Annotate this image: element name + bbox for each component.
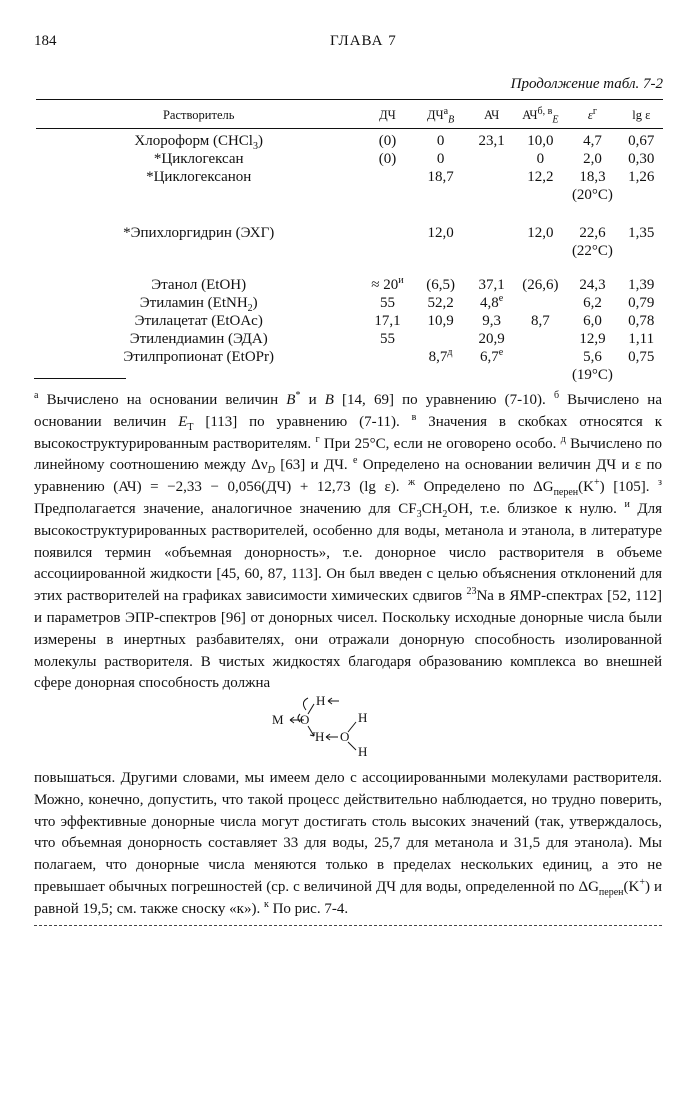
footnote-rule xyxy=(34,378,126,379)
table-header-row xyxy=(36,104,663,126)
header-dn: ДЧ xyxy=(379,107,396,122)
header-an: АЧ xyxy=(483,107,500,122)
continuation-paragraph: повышаться. Другими словами, мы имеем дело с ассоциированными молекулами растворителя. Можно, конечно, допустить, что такой процесс действительно наблюдается, но трудно поверить, что эффективные донорные числа могут достигать столь высоких значений (так, утверждалось, что объемная донорность составляет 33 для воды, 25,7 для метанола и 31,5 для этанола). Мы полагаем, что донорные числа меняются только в пределах нескольких единиц, а это не превышает обычных погрешностей (ср. с величиной ДЧ для воды, определенной по $\Delta G_{перен}(K^+)$ и равной 19,5; см. также сноску «к»). $^к$ По рис. 7-4. xyxy=(34,770,662,917)
solvent-table xyxy=(36,104,663,384)
table-row: *Циклогексан (0) 0 0 2,0 0,30 xyxy=(153,151,655,167)
table-row: *Циклогексанон 18,7 12,2 18,3 (20°C) 1,26 xyxy=(146,169,655,203)
table-row: Этилацетат (EtOAc) 17,1 10,9 9,3 8,7 6,0 0,78 xyxy=(134,313,655,329)
page-number: 184 xyxy=(34,33,57,49)
header-solvent: Растворитель xyxy=(162,107,235,122)
structure-atom-O: O xyxy=(340,729,350,744)
structure-atom-O: O xyxy=(300,712,310,727)
table-row: Этилпропионат (EtOPr) $8,7^д$ $6,7^е$ 5,6 (19°C) 0,75 xyxy=(123,347,655,383)
table-top-rule xyxy=(36,99,663,100)
structure-atom-H: H xyxy=(358,710,368,725)
structure-atom-M: M xyxy=(272,712,284,727)
table-row: Этилендиамин (ЭДА) 55 20,9 12,9 1,11 xyxy=(129,331,655,347)
structure-atom-H: H xyxy=(315,729,325,744)
page-header xyxy=(34,33,664,53)
outer-sphere-complex-structure xyxy=(262,690,392,760)
footnotes-block xyxy=(34,390,662,695)
table-continuation-caption: Продолжение табл. 7-2 xyxy=(510,76,663,92)
header-ane: $АЧ^{б, в}_E$ xyxy=(522,105,559,125)
bottom-dashed-rule xyxy=(34,925,662,926)
table-row: Этиламин (EtNH$_2$) 55 52,2 $4,8^е$ 6,2 0,79 xyxy=(139,293,655,314)
header-dnb: $ДЧ^а_B$ xyxy=(426,105,455,125)
chapter-title: ГЛАВА 7 xyxy=(330,33,397,49)
footnotes-paragraph: $^а$ Вычислено на основании величин B* и B [14, 69] по уравнению (7-10). $^б$ Вычислено на основании величин $E_T$ [113] по уравнению (7-11). $^в$ Значения в скобках относятся к высокоструктурированным растворителям. $^г$ При 25°С, если не оговорено особо. $^д$ Вычислено по линейному соотношению между $\Delta\nu_D$ [63] и ДЧ. $^е$ Определено на основании величин ДЧ и ε по уравнению (АЧ) = −2,33 − 0,056(ДЧ) + 12,73 (lg ε). $^ж$ Определено по $\Delta G_{перен}(K^+)$ [105]. $^з$ Предполагается значение, аналогичное значению для $CF_3CH_2OH$, т.е. близкое к нулю. $^и$ Для высокоструктурированных растворителей, особенно для воды, метанола и этанола, в литературе появился термин «объемная донорность», т.е. донорное число растворителя в объеме ассоциированной жидкости [45, 60, 87, 113]. Он был введен с целью объяснения отклонений для этих растворителей на графиках зависимости химических сдвигов $^{23}$Na в ЯМР-спектрах [52, 112] и параметров ЭПР-спектров [96] от донорных чисел. Поскольку исходные донорные числа были измерены в инертных разбавителях, они отражали донорную способность изолированной молекулы растворителя. В чистых жидкостях благодаря образованию комплекса во внешней сфере донорная способность должна xyxy=(34,390,663,692)
header-epsilon: $\varepsilon^г$ xyxy=(587,105,597,122)
structure-atom-H: H xyxy=(316,693,326,708)
table-row: *Эпихлоргидрин (ЭХГ) 12,0 12,0 22,6 (22°C) 1,35 xyxy=(123,225,655,259)
structure-atom-H: H xyxy=(358,744,368,759)
table-row: Хлороформ (CHCl$_3$) (0) 0 23,1 10,0 4,7 0,67 xyxy=(134,133,655,152)
header-lg-epsilon: lg ε xyxy=(632,107,651,122)
table-row: Этанол (EtOH) ≈ $20^и$ (6,5) 37,1 (26,6) 24,3 1,39 xyxy=(151,275,655,293)
continuation-block xyxy=(34,768,662,921)
